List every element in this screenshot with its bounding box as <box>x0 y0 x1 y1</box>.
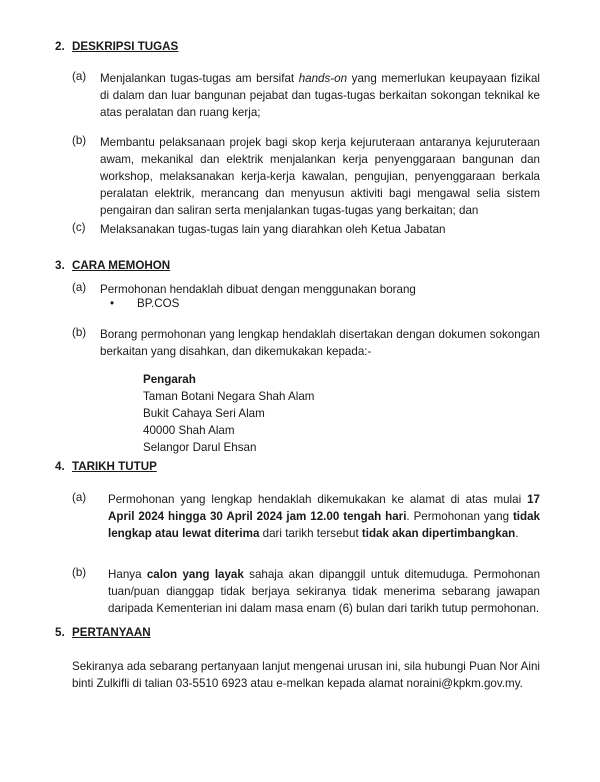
section-number: 4. <box>55 460 65 473</box>
duty-item-a: Menjalankan tugas-tugas am bersifat hands-on yang memerlukan keupayaan fizikal di dalam dan luar bangunan pejabat dan tugas-tugas berkaitan sokongan teknikal ke atas peralatan dan ruang kerja; <box>100 72 540 119</box>
section-number: 2. <box>55 40 65 53</box>
inquiry-paragraph: Sekiranya ada sebarang pertanyaan lanjut mengenai urusan ini, sila hubungi Puan Nor Aini binti Zulkifli di talian 03-5510 6923 atau e-melkan kepada alamat noraini@kpkm.gov.my. <box>72 660 540 690</box>
item-label: (a) <box>72 281 87 294</box>
address-line: 40000 Shah Alam <box>143 424 235 437</box>
section-title: PERTANYAAN <box>72 626 151 639</box>
section-title: DESKRIPSI TUGAS <box>72 40 179 53</box>
closing-item-b: Hanya calon yang layak sahaja akan dipanggil untuk ditemuduga. Permohonan tuan/puan dianggap tidak berjaya sekiranya tidak menerima sebarang jawapan daripada Kementerian ini dalam masa enam (6) bulan dari tarikh tutup permohonan. <box>108 568 541 615</box>
closing-item-a: Permohonan yang lengkap hendaklah dikemukakan ke alamat di atas mulai 17 April 2024 hingga 30 April 2024 jam 12.00 tengah hari. Permohonan yang tidak lengkap atau lewat diterima dari tarikh tersebut tidak akan dipertimbangkan. <box>108 493 540 540</box>
address-line: Taman Botani Negara Shah Alam <box>143 390 315 403</box>
form-name: BP.COS <box>137 297 180 310</box>
item-label: (a) <box>72 491 87 504</box>
item-label: (a) <box>72 70 87 83</box>
item-label: (b) <box>72 326 87 339</box>
apply-item-b: Borang permohonan yang lengkap hendaklah disertakan dengan dokumen sokongan berkaitan yang disahkan, dan dikemukakan kepada:- <box>100 328 540 358</box>
section-title: CARA MEMOHON <box>72 259 171 272</box>
item-label: (c) <box>72 221 86 234</box>
address-line: Selangor Darul Ehsan <box>143 441 257 454</box>
section-number: 3. <box>55 259 65 272</box>
address-line: Bukit Cahaya Seri Alam <box>143 407 265 420</box>
item-label: (b) <box>72 566 87 579</box>
apply-item-a: Permohonan hendaklah dibuat dengan menggunakan borang <box>100 283 416 296</box>
duty-item-c: Melaksanakan tugas-tugas lain yang diarahkan oleh Ketua Jabatan <box>100 223 446 236</box>
item-label: (b) <box>72 134 87 147</box>
duty-item-b: Membantu pelaksanaan projek bagi skop kerja kejuruteraan antaranya kejuruteraan awam, mekanikal dan elektrik menjalankan kerja penyenggaraan bangunan dan workshop, melaksanakan kerja-kerja kawalan, pengujian, penyenggaraan berkala peralatan elektrik, merancang dan menyusun aktiviti bagi mengawal selia sistem pengairan dan saliran serta menjalankan tugas-tugas yang berkaitan; dan <box>100 136 540 217</box>
bullet-icon: • <box>110 297 115 310</box>
address-title: Pengarah <box>143 373 196 386</box>
section-title: TARIKH TUTUP <box>72 460 157 473</box>
address-block <box>143 371 314 456</box>
section-number: 5. <box>55 626 65 639</box>
